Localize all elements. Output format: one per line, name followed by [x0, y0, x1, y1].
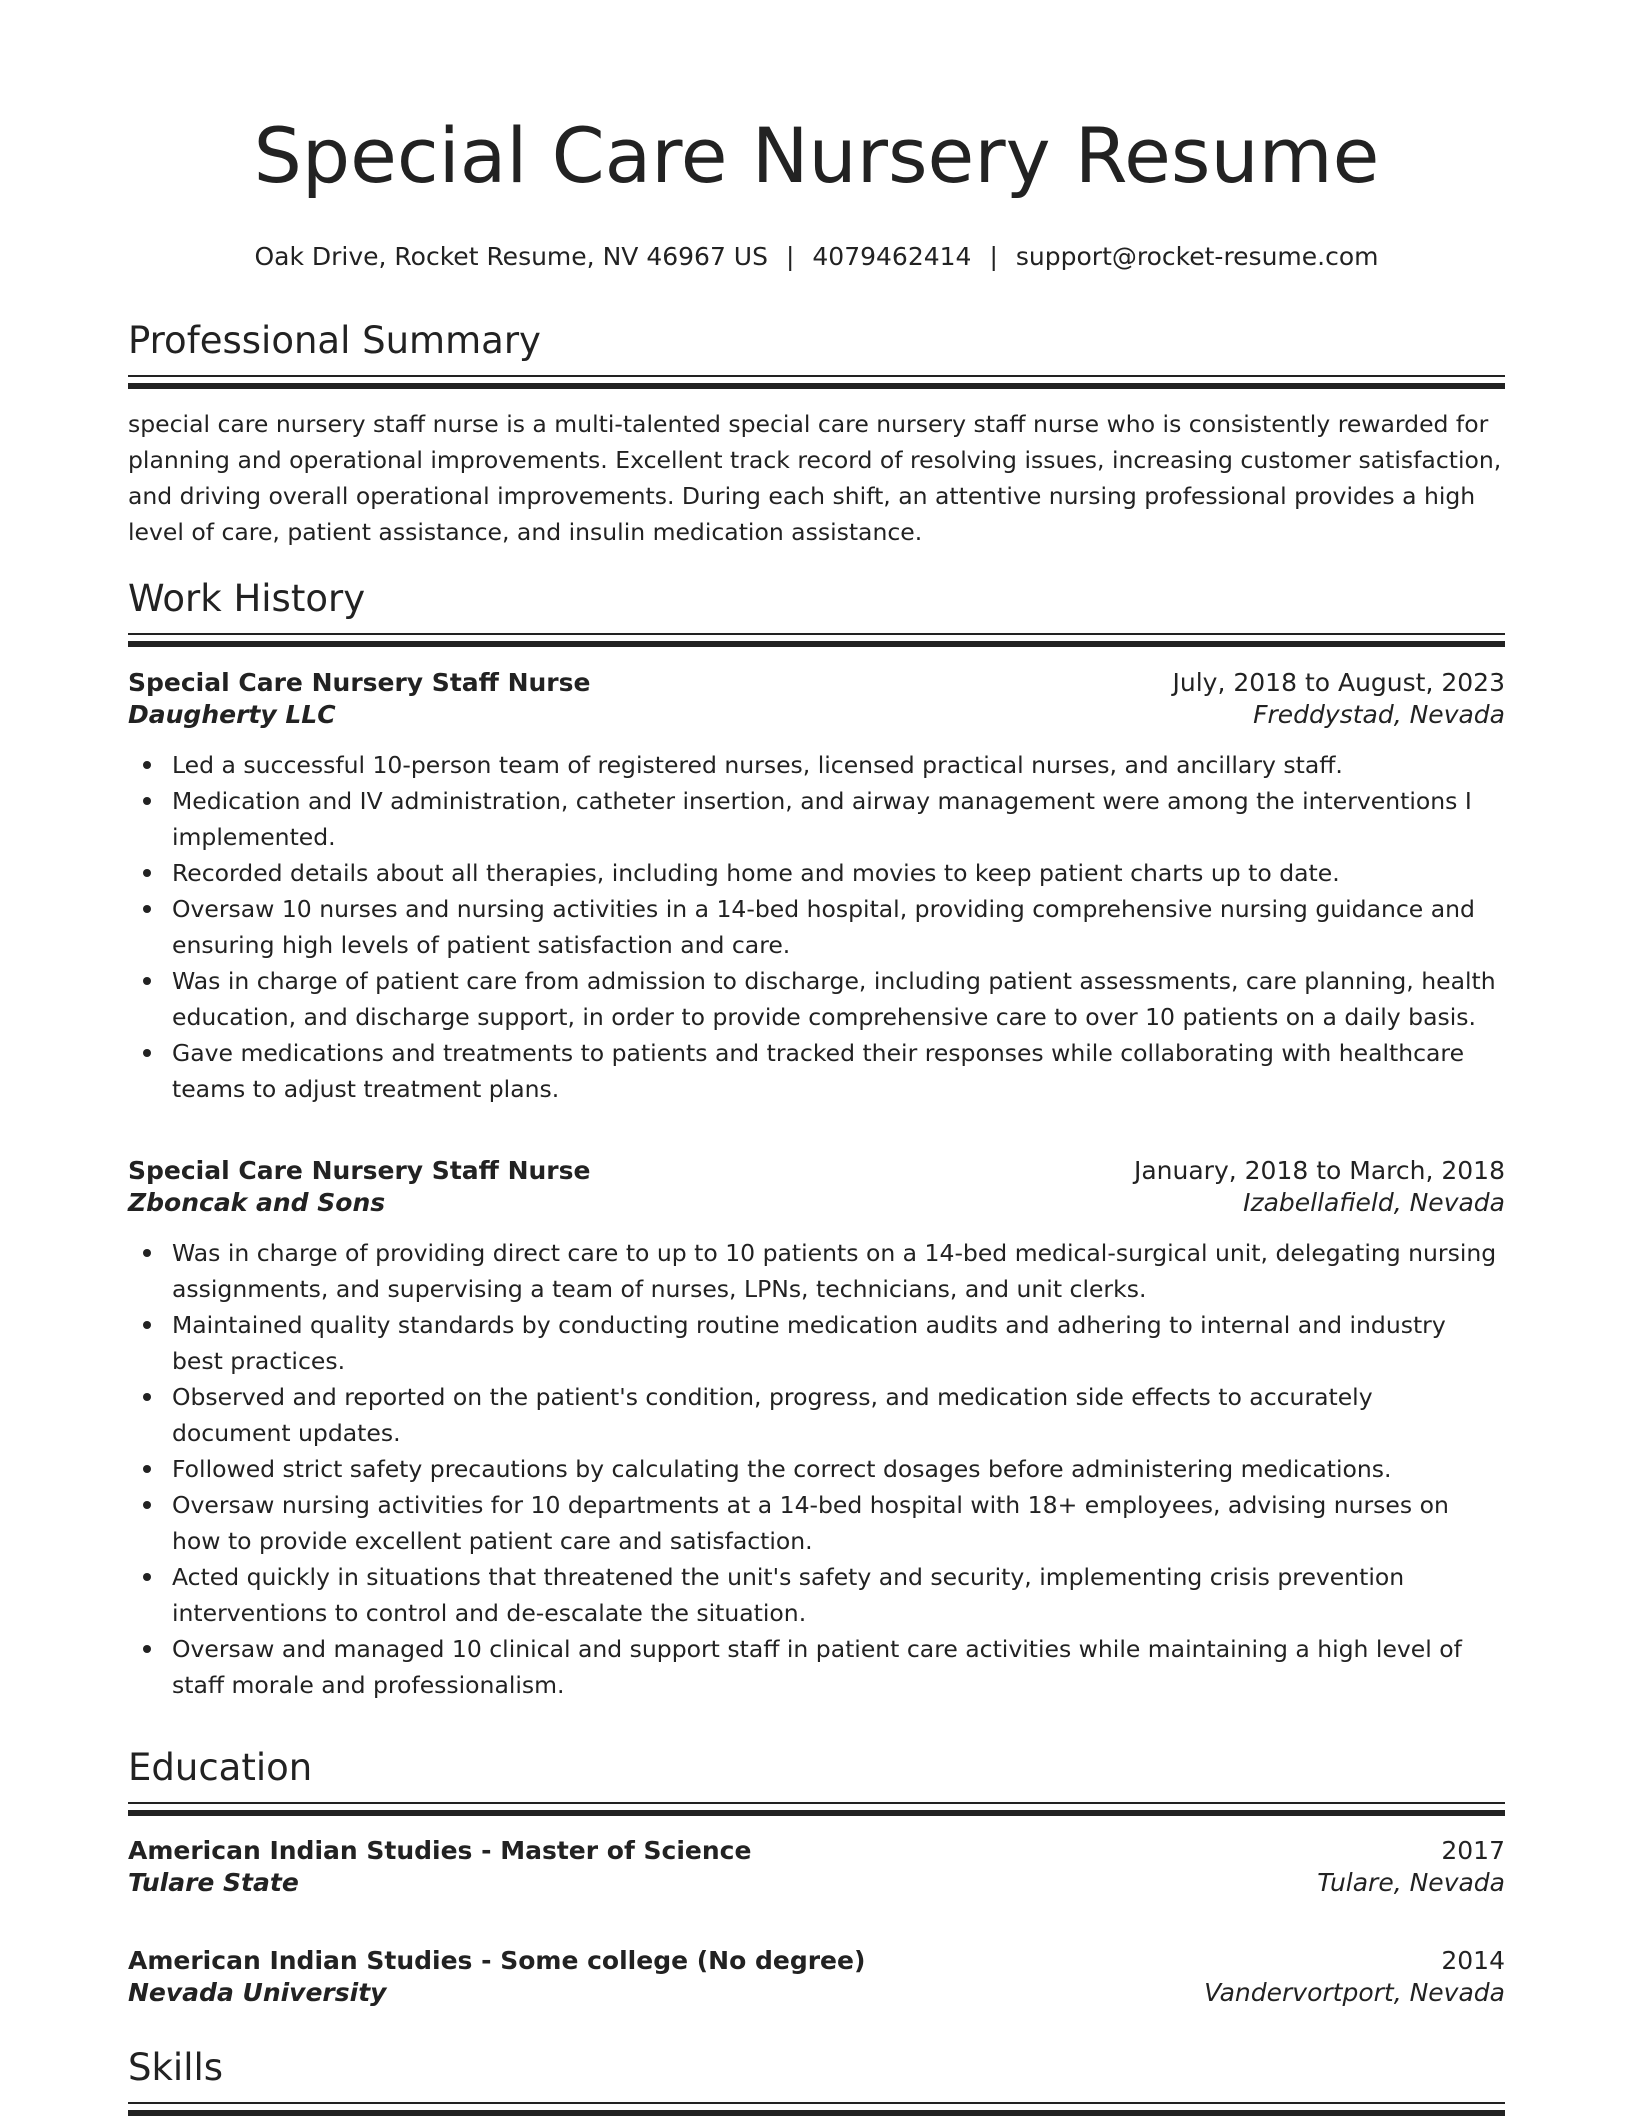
- education-degree: American Indian Studies - Some college (No degree): [128, 1946, 866, 1975]
- job-bullet: Observed and reported on the patient's condition, progress, and medication side effects to accurately document updates.: [172, 1379, 1505, 1451]
- job-bullet: Oversaw 10 nurses and nursing activities in a 14-bed hospital, providing comprehensive nursing guidance and ensuring high levels of patient satisfaction and care.: [172, 891, 1505, 963]
- contact-separator: |: [785, 242, 795, 271]
- job-bullet: Acted quickly in situations that threatened the unit's safety and security, implementing crisis prevention interventions to control and de-escalate the situation.: [172, 1559, 1505, 1631]
- section-divider: [128, 633, 1505, 648]
- section-divider: [128, 2102, 1505, 2117]
- education-header-row: [128, 1836, 1505, 1865]
- section-divider: [128, 375, 1505, 390]
- education-header-row: [128, 1946, 1505, 1975]
- job-location: Freddystad, Nevada: [1253, 700, 1505, 729]
- education-school-row: [128, 1868, 1505, 1897]
- education-entry: [128, 1946, 1505, 2007]
- job-bullet: Led a successful 10-person team of registered nurses, licensed practical nurses, and ancillary staff.: [172, 747, 1505, 783]
- contact-phone: 4079462414: [812, 242, 972, 271]
- job-entry: [128, 668, 1505, 1107]
- job-bullet: Recorded details about all therapies, including home and movies to keep patient charts up to date.: [172, 855, 1505, 891]
- education-year: 2014: [1441, 1946, 1505, 1975]
- section-divider: [128, 1802, 1505, 1817]
- skills-section: [128, 2046, 1505, 2117]
- education-section: [128, 1746, 1505, 1817]
- education-school-row: [128, 1978, 1505, 2007]
- summary-text: special care nursery staff nurse is a multi-talented special care nursery staff nurse who is consistently rewarded for planning and operational improvements. Excellent track record of resolving issues, increasing customer satisfaction, and driving overall operational improvements. During each shift, an attentive nursing professional provides a high level of care, patient assistance, and insulin medication assistance.: [128, 410, 1502, 546]
- job-bullet: Followed strict safety precautions by calculating the correct dosages before administering medications.: [172, 1451, 1505, 1487]
- job-bullet-list: [128, 747, 1505, 1107]
- contact-address: Oak Drive, Rocket Resume, NV 46967 US: [254, 242, 768, 271]
- education-school: Nevada University: [128, 1978, 387, 2007]
- job-company-row: [128, 700, 1505, 729]
- job-company: Zboncak and Sons: [128, 1188, 386, 1217]
- job-header-row: [128, 1156, 1505, 1185]
- job-bullet: Was in charge of providing direct care to up to 10 patients on a 14-bed medical-surgical unit, delegating nursing assignments, and supervising a team of nurses, LPNs, technicians, and unit clerks.: [172, 1235, 1505, 1307]
- job-entry: [128, 1156, 1505, 1703]
- contact-line: [128, 242, 1505, 271]
- job-bullet-list: [128, 1235, 1505, 1703]
- job-bullet: Maintained quality standards by conducting routine medication audits and adhering to internal and industry best practices.: [172, 1307, 1505, 1379]
- education-entry: [128, 1836, 1505, 1897]
- summary-section: [128, 319, 1505, 550]
- job-bullet: Gave medications and treatments to patients and tracked their responses while collaborating with healthcare teams to adjust treatment plans.: [172, 1035, 1505, 1107]
- section-heading-work: Work History: [128, 577, 366, 620]
- job-bullet: Medication and IV administration, catheter insertion, and airway management were among the interventions I implemented.: [172, 783, 1505, 855]
- job-dates: January, 2018 to March, 2018: [1133, 1156, 1505, 1185]
- job-location: Izabellafield, Nevada: [1243, 1188, 1505, 1217]
- job-header-row: [128, 668, 1505, 697]
- job-bullet: Oversaw nursing activities for 10 departments at a 14-bed hospital with 18+ employees, advising nurses on how to provide excellent patient care and satisfaction.: [172, 1487, 1505, 1559]
- job-dates: July, 2018 to August, 2023: [1172, 668, 1505, 697]
- contact-email: support@rocket-resume.com: [1015, 242, 1379, 271]
- education-year: 2017: [1441, 1836, 1505, 1865]
- resume-title: Special Care Nursery Resume: [253, 111, 1380, 200]
- job-company: Daugherty LLC: [128, 700, 336, 729]
- education-location: Tulare, Nevada: [1317, 1868, 1505, 1897]
- section-heading-summary: Professional Summary: [128, 319, 541, 362]
- work-history-section: [128, 577, 1505, 648]
- section-heading-skills: Skills: [128, 2046, 224, 2089]
- education-school: Tulare State: [128, 1868, 299, 1897]
- section-heading-education: Education: [128, 1746, 313, 1789]
- job-title: Special Care Nursery Staff Nurse: [128, 1156, 591, 1185]
- job-bullet: Oversaw and managed 10 clinical and support staff in patient care activities while maintaining a high level of staff morale and professionalism.: [172, 1631, 1505, 1703]
- education-location: Vandervortport, Nevada: [1204, 1978, 1505, 2007]
- job-bullet: Was in charge of patient care from admission to discharge, including patient assessments, care planning, health education, and discharge support, in order to provide comprehensive care to over 10 patients on a daily basis.: [172, 963, 1505, 1035]
- job-title: Special Care Nursery Staff Nurse: [128, 668, 591, 697]
- job-company-row: [128, 1188, 1505, 1217]
- education-degree: American Indian Studies - Master of Science: [128, 1836, 752, 1865]
- contact-separator: |: [989, 242, 998, 271]
